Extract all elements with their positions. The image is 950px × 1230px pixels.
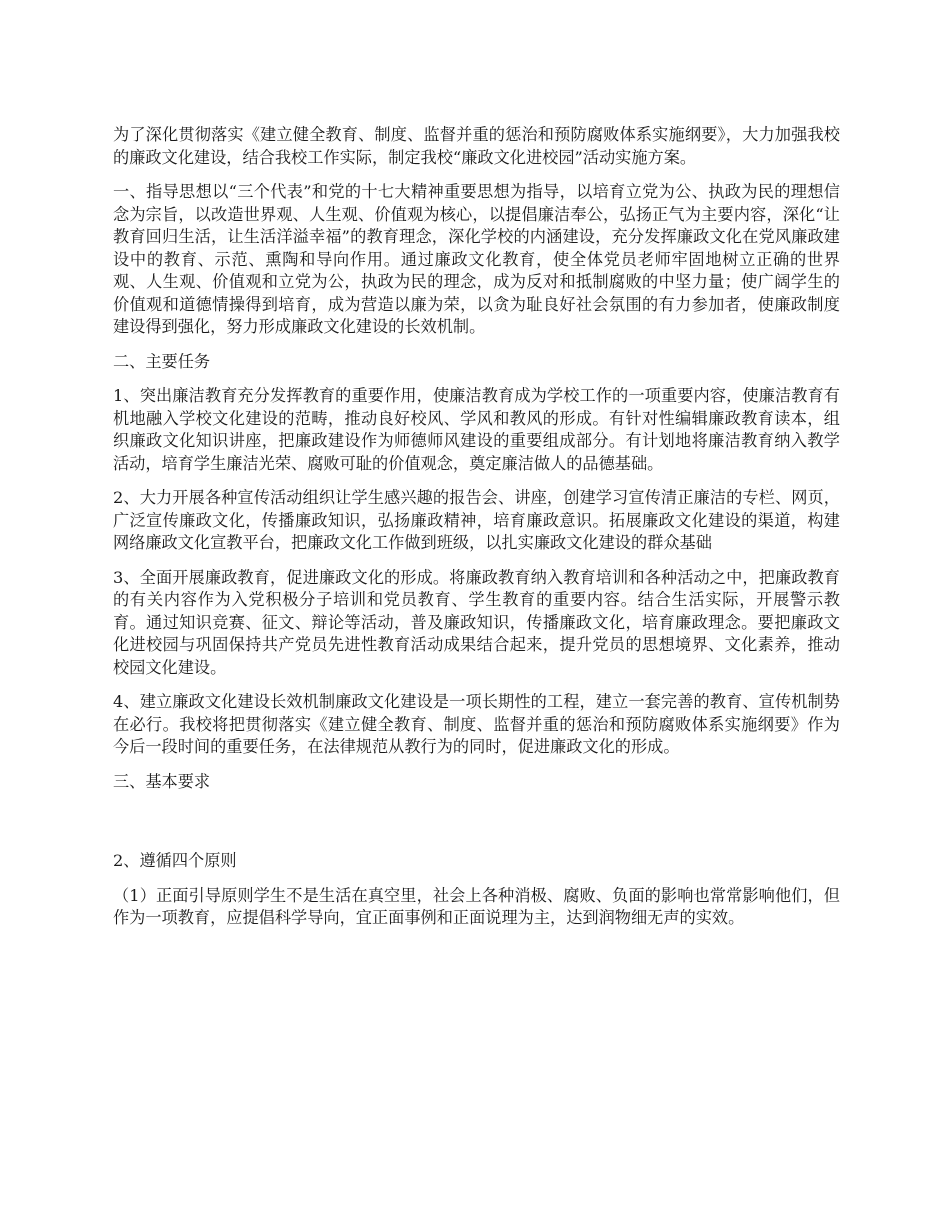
basic-requirements-heading: 三、基本要求 [113, 771, 211, 791]
task-4-paragraph: 4、建立廉政文化建设长效机制廉政文化建设是一项长期性的工程，建立一套完善的教育、宣传机制势在必行。我校将把贯彻落实《建立健全教育、制度、监督并重的惩治和预防腐败体系实施纲要》作为今后一段时间的重要任务，在法律规范从教行为的同时，促进廉政文化的形成。 [113, 692, 840, 756]
task-2-paragraph: 2、大力开展各种宣传活动组织让学生感兴趣的报告会、讲座，创建学习宣传清正廉洁的专栏、网页，广泛宣传廉政文化，传播廉政知识，弘扬廉政精神，培育廉政意识。拓展廉政文化建设的渠道，构建网络廉政文化宣教平台，把廉政文化工作做到班级，以扎实廉政文化建设的群众基础 [113, 488, 840, 552]
principle-1-paragraph: （1）正面引导原则学生不是生活在真空里，社会上各种消极、腐败、负面的影响也常常影响他们，但作为一项教育，应提倡科学导向，宜正面事例和正面说理为主，达到润物细无声的实效。 [113, 885, 840, 927]
intro-paragraph: 为了深化贯彻落实《建立健全教育、制度、监督并重的惩治和预防腐败体系实施纲要》，大力加强我校的廉政文化建设，结合我校工作实际，制定我校“廉政文化进校园”活动实施方案。 [113, 125, 840, 167]
blank-gap [113, 805, 840, 850]
task-3-paragraph: 3、全面开展廉政教育，促进廉政文化的形成。将廉政教育纳入教育培训和各种活动之中，把廉政教育的有关内容作为入党积极分子培训和党员教育、学生教育的重要内容。结合生活实际，开展警示教育。通过知识竞赛、征文、辩论等活动，普及廉政知识，传播廉政文化，培育廉政理念。要把廉政文化进校园与巩固保持共产党员先进性教育活动成果结合起来，提升党员的思想境界、文化素养，推动校园文化建设。 [113, 567, 840, 677]
guiding-ideology-paragraph: 一、指导思想以“三个代表”和党的十七大精神重要思想为指导，以培育立党为公、执政为民的理想信念为宗旨，以改造世界观、人生观、价值观为核心，以提倡廉洁奉公，弘扬正气为主要内容，深化“让教育回归生活，让生活洋溢幸福”的教育理念，深化学校的内涵建设，充分发挥廉政文化在党风廉政建设中的教育、示范、熏陶和导向作用。通过廉政文化教育，使全体党员老师牢固地树立正确的世界观、人生观、价值观和立党为公，执政为民的理念，成为反对和抵制腐败的中坚力量；使广阔学生的价值观和道德情操得到培育，成为营造以廉为荣，以贪为耻良好社会氛围的有力参加者，使廉政制度建设得到强化，努力形成廉政文化建设的长效机制。 [113, 182, 840, 336]
task-1-paragraph: 1、突出廉洁教育充分发挥教育的重要作用，使廉洁教育成为学校工作的一项重要内容，使廉洁教育有机地融入学校文化建设的范畴，推动良好校风、学风和教风的形成。有针对性编辑廉政教育读本，组织廉政文化知识讲座，把廉政建设作为师德师风建设的重要组成部分。有计划地将廉洁教育纳入教学活动，培育学生廉洁光荣、腐败可耻的价值观念，奠定廉洁做人的品德基础。 [113, 386, 840, 473]
main-tasks-heading: 二、主要任务 [113, 351, 211, 371]
document-body [113, 124, 840, 942]
four-principles-heading: 2、遵循四个原则 [113, 851, 237, 870]
